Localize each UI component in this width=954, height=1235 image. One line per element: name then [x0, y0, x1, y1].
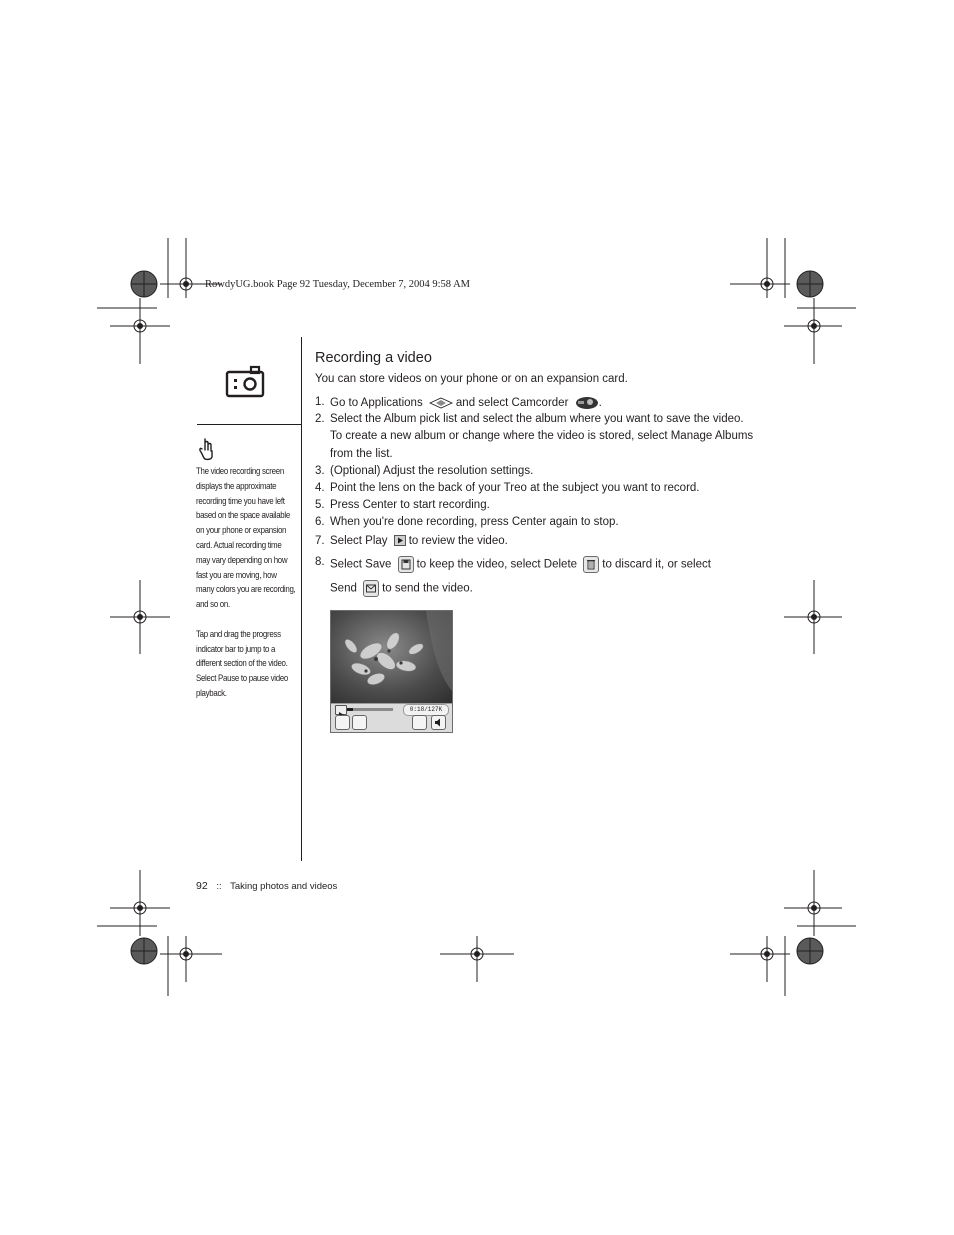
footer-separator: ::	[216, 881, 222, 892]
page-number: 92	[196, 880, 208, 892]
camera-icon	[225, 364, 265, 398]
section-title: Recording a video	[315, 350, 432, 366]
tip-hand-icon	[196, 437, 216, 463]
play-button[interactable]	[335, 705, 347, 715]
progress-indicator-bar[interactable]	[347, 708, 393, 711]
section-intro: You can store videos on your phone or on an expansion card.	[315, 373, 628, 385]
volume-button[interactable]	[431, 715, 446, 730]
play-icon	[394, 535, 406, 546]
send-button[interactable]	[412, 715, 427, 730]
video-playback-screenshot	[330, 610, 453, 733]
save-button[interactable]	[335, 715, 350, 730]
delete-button[interactable]	[352, 715, 367, 730]
sidebar-divider	[197, 424, 301, 425]
delete-icon	[583, 556, 599, 573]
volume-icon	[432, 716, 445, 729]
column-divider	[301, 337, 302, 861]
save-icon	[398, 556, 414, 573]
progress-fill	[347, 708, 353, 711]
time-readout: 0:18/127K	[403, 704, 449, 716]
sidebar-tips	[196, 464, 296, 716]
send-icon	[363, 580, 379, 597]
tip-text: The video recording screen displays the approximate recording time you have left based on the space available on your phone or expansion card. Actual recording time may vary depending on how fast you are moving, how many colors you are recording, and so on.	[196, 466, 296, 610]
tip-text: Tap and drag the progress indicator bar to jump to a different section of the video. Select Pause to pause video playback.	[196, 628, 289, 698]
camcorder-icon	[575, 396, 599, 410]
page-footer	[196, 880, 337, 892]
applications-icon	[429, 397, 453, 409]
chapter-title: Taking photos and videos	[230, 881, 338, 892]
print-header: RowdyUG.book Page 92 Tuesday, December 7, 2004 9:58 AM	[205, 279, 471, 290]
